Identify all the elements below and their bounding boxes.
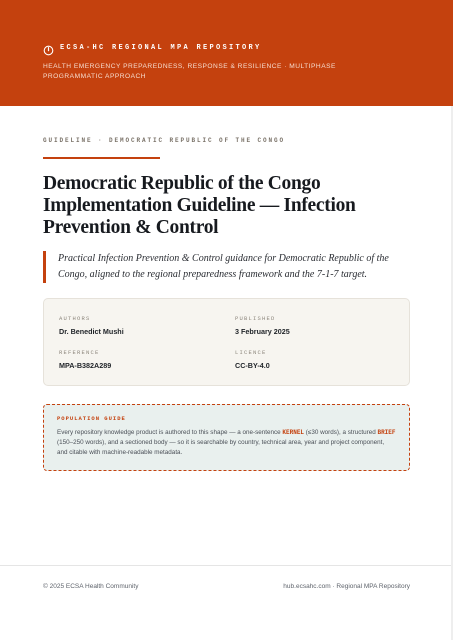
- meta-reference-label: REFERENCE: [59, 349, 100, 356]
- site-header: [0, 0, 453, 106]
- kernel-code: KERNEL: [282, 429, 305, 436]
- population-guide-label: POPULATION GUIDE: [57, 415, 126, 422]
- document-lede: Practical Infection Prevention & Control guidance for Democratic Republic of the Congo, aligned to the regional preparedness framework and the 7-1-7 target.: [43, 251, 409, 283]
- brand-row[interactable]: [43, 42, 410, 54]
- meta-authors-value: Dr. Benedict Mushi: [59, 327, 124, 336]
- population-guide-callout: [43, 404, 410, 471]
- brand-name: ECSA-HC REGIONAL MPA REPOSITORY: [60, 44, 262, 52]
- meta-authors: [59, 315, 124, 336]
- guide-text-part: Every repository knowledge product is authored to this shape — a one-sentence: [57, 429, 283, 436]
- footer-copyright: © 2025 ECSA Health Community: [43, 583, 139, 590]
- meta-reference-value: MPA-B382A289: [59, 361, 112, 370]
- meta-authors-label: AUTHORS: [59, 315, 91, 322]
- power-icon: [43, 43, 54, 54]
- meta-published-value: 3 February 2025: [235, 327, 290, 336]
- document-kicker: GUIDELINE · DEMOCRATIC REPUBLIC OF THE CONGO: [43, 137, 286, 144]
- footer-site-link[interactable]: hub.ecsahc.com · Regional MPA Repository: [283, 583, 410, 590]
- meta-licence: [235, 349, 270, 370]
- footer-divider: [0, 565, 451, 566]
- guide-text-part: (≤30 words), a structured: [304, 429, 378, 436]
- meta-licence-value: CC-BY-4.0: [235, 361, 270, 370]
- meta-licence-label: LICENCE: [235, 349, 267, 356]
- page-title: Democratic Republic of the Congo Implementation Guideline — Infection Prevention & Control: [43, 173, 356, 238]
- meta-published-label: PUBLISHED: [235, 315, 276, 322]
- accent-rule: [43, 157, 160, 159]
- guide-text-part: (150–250 words), and a sectioned body — so it is searchable by country, technical area, year and project component, and citable with machine-readable metadata.: [57, 439, 385, 456]
- brief-code: BRIEF: [377, 429, 396, 436]
- metadata-card: [43, 298, 410, 386]
- meta-published: [235, 315, 290, 336]
- meta-reference: [59, 349, 111, 370]
- population-guide-text: [57, 428, 396, 458]
- header-subtitle: HEALTH EMERGENCY PREPAREDNESS, RESPONSE & RESILIENCE · MULTIPHASE PROGRAMMATIC APPROACH: [43, 63, 336, 80]
